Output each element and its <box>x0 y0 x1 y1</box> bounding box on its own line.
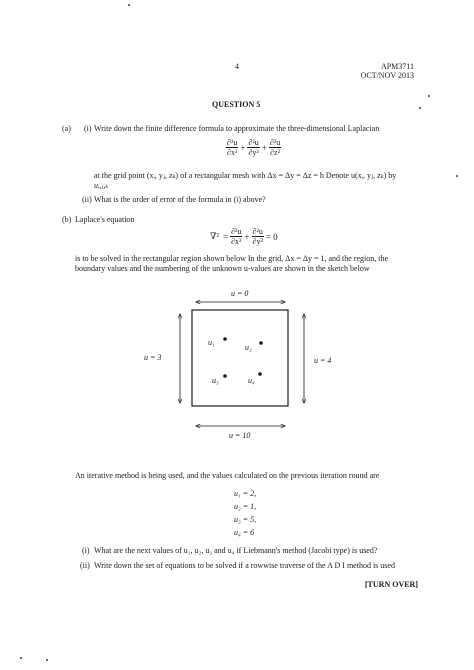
grid-point-u2 <box>259 341 263 345</box>
laplace-equation: ∇² = $\frac{\text{∂²u}}{\text{∂x²}}$ + $\frac{\text{∂²u}}{\text{∂y²}}$ = 0 <box>210 227 278 246</box>
course-code: APM3711 <box>380 62 414 71</box>
scan-speck <box>428 95 430 97</box>
right-boundary-label: u = 4 <box>314 356 332 365</box>
part-b-ii-label: (ii) <box>80 561 90 570</box>
part-b-i-text: What are the next values of u₁, u₂, u₃ and u₄ if Liebmann's method (Jacobi type) is used? <box>94 546 378 555</box>
part-a-label: (a) <box>62 124 71 133</box>
value-u3: u₃ = 5, <box>234 515 257 524</box>
grid-point-u3 <box>223 374 227 378</box>
part-b-ii-text: Write down the set of equations to be solved if a rowwise traverse of the A D I method is used <box>94 561 395 570</box>
scan-speck <box>456 175 458 177</box>
u3-label: u₃ <box>212 376 219 385</box>
part-b-text3: An iterative method is being used, and the values calculated on the previous iteration round are <box>75 471 380 480</box>
part-b-i-label: (i) <box>82 546 90 555</box>
scan-speck <box>46 659 48 661</box>
u4-label: u₄ <box>248 376 255 385</box>
exam-date: OCT/NOV 2013 <box>360 71 414 80</box>
part-b-text2: boundary values and the numbering of the unknown u-values are shown in the sketch below <box>75 264 370 273</box>
part-a-ii-text: What is the order of error of the formula in (i) above? <box>94 195 266 204</box>
top-boundary-label: u = 0 <box>231 289 249 298</box>
question-title: QUESTION 5 <box>212 100 261 109</box>
part-a-i-text3: uᵢ,ⱼ,ₖ <box>94 181 109 190</box>
region-rectangle <box>192 310 288 406</box>
scan-speck <box>20 657 22 659</box>
grid-point-u4 <box>258 372 262 376</box>
part-a-i-text2: at the grid point (xᵢ, yⱼ, zₖ) of a rectangular mesh with Δx = Δy = Δz = h Denote u(xᵢ, yⱼ, zₖ) by <box>94 171 397 180</box>
scan-speck <box>128 4 130 6</box>
grid-point-u1 <box>223 337 227 341</box>
part-b-intro: Laplace's equation <box>75 215 135 224</box>
left-boundary-label: u = 3 <box>144 353 162 362</box>
scan-speck <box>419 107 421 109</box>
part-b-label: (b) <box>62 215 72 224</box>
bottom-boundary-label: u = 10 <box>229 431 251 440</box>
value-u4: u₄ = 6 <box>234 528 255 537</box>
part-a-ii-label: (ii) <box>82 195 92 204</box>
turn-over-label: [TURN OVER] <box>364 580 418 589</box>
value-u2: u₂ = 1, <box>234 502 257 511</box>
part-a-i-text: Write down the finite difference formula to approximate the three-dimensional Laplacian <box>94 124 380 133</box>
value-u1: u₁ = 2, <box>234 489 257 498</box>
page-number: 4 <box>235 62 239 71</box>
part-b-text1: is to be solved in the rectangular region shown below In the grid, Δx = Δy = 1, and the region, the <box>75 254 389 263</box>
u1-label: u₁ <box>208 338 215 347</box>
u2-label: u₂ <box>245 343 252 352</box>
laplacian-3d: $\frac{\text{∂²u}}{\text{∂x²}}$ + $\frac{\text{∂²u}}{\text{∂y²}}$ + $\frac{\text{∂²u}}{\text{∂z²}}$ <box>227 138 281 157</box>
part-a-i-label: (i) <box>84 124 92 133</box>
